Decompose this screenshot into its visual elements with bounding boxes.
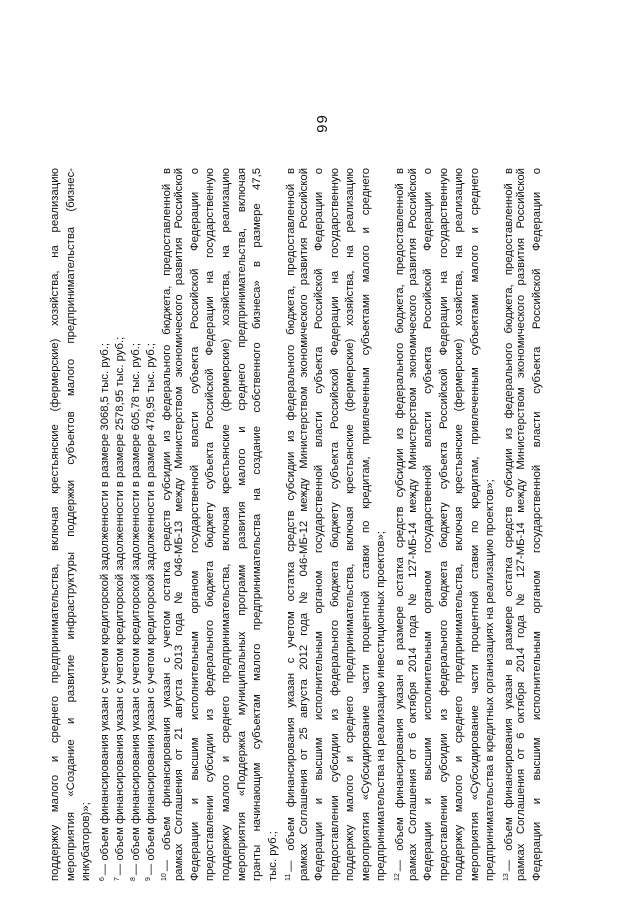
text-line xyxy=(374,168,390,881)
line-text: поддержку малого и среднего предпринимательства, включая крестьянские (фермерские) хозяйства, на реализацию xyxy=(49,168,61,881)
line-text: тыс. руб.; xyxy=(266,831,279,881)
page-number-text: 99 xyxy=(313,113,331,133)
text-line xyxy=(188,168,204,881)
text-line xyxy=(437,168,453,881)
line-text: Федерации и высшим исполнительным органом государственной власти субъекта Российской Федерации о xyxy=(313,168,326,881)
line-text: предпринимательства на реализацию инвестиционных проектов»; xyxy=(375,531,388,881)
footnote-line xyxy=(157,168,173,881)
line-text: — объем финансирования указан с учетом кредиторской задолженности в размере 478,95 тыс. руб.; xyxy=(145,343,157,876)
line-text: предоставлении субсидии из федерального бюджета бюджету субъекта Российской Федерации на государственную xyxy=(204,168,217,881)
rotated-text-block xyxy=(48,168,608,881)
text-line xyxy=(468,168,484,881)
footnote-line xyxy=(281,168,297,881)
footnote-marker: 11 xyxy=(285,873,293,881)
line-text: гранты начинающим субъектам малого предпринимательства на создание собственного бизнеса» в размере 47,5 xyxy=(251,168,264,881)
footnote-line xyxy=(141,168,157,881)
footnote-marker: 10 xyxy=(160,873,168,881)
line-text: предпринимательства в кредитных организациях на реализацию проектов»; xyxy=(484,479,497,881)
text-line xyxy=(266,168,282,881)
line-text: поддержку малого и среднего предпринимательства, включая крестьянские (фермерские) хозяйства, на реализацию xyxy=(344,168,357,881)
text-line xyxy=(48,168,64,881)
footnote-marker: 8 xyxy=(129,877,137,881)
footnote-marker: 12 xyxy=(394,873,402,881)
line-text: — объем финансирования указан с учетом остатка средств субсидии из федерального бюджета, предоставленной в xyxy=(285,168,297,872)
footnote-marker: 9 xyxy=(145,877,153,881)
text-line xyxy=(219,168,235,881)
line-text: Федерации и высшим исполнительным органом государственной власти субъекта Российской Федерации о xyxy=(530,168,543,881)
text-line xyxy=(250,168,266,881)
text-line xyxy=(79,168,95,881)
text-line xyxy=(64,168,80,881)
footnote-line xyxy=(95,168,111,881)
text-line xyxy=(359,168,375,881)
line-text: поддержку малого и среднего предпринимательства, включая крестьянские (фермерские) хозяйства, на реализацию xyxy=(453,168,466,881)
line-text: инкубаторов)»; xyxy=(80,802,93,881)
footnote-line xyxy=(390,168,406,881)
text-line xyxy=(203,168,219,881)
line-text: — объем финансирования указан с учетом остатка средств субсидии из федерального бюджета, предоставленной в xyxy=(160,168,173,872)
text-line xyxy=(235,168,251,881)
line-text: — объем финансирования указан в размере остатка средств субсидии из федерального бюджета, предоставленной в xyxy=(502,168,515,872)
text-line xyxy=(172,168,188,881)
line-text: — объем финансирования указан в размере остатка средств субсидии из федерального бюджета, предоставленной в xyxy=(394,168,406,872)
text-line xyxy=(483,168,499,881)
text-line xyxy=(530,168,546,881)
text-line xyxy=(328,168,344,881)
line-text: мероприятия «Субсидирование части процентной ставки по кредитам, привлеченным субъектами малого и среднего xyxy=(359,168,372,881)
footnote-line xyxy=(126,168,142,881)
line-text: мероприятия «Создание и развитие инфраструктуры поддержки субъектов малого предпринимательства (бизнес- xyxy=(64,168,77,881)
text-line xyxy=(514,168,530,881)
footnote-line xyxy=(110,168,126,881)
line-text: Федерации и высшим исполнительным органом государственной власти субъекта Российской Федерации о xyxy=(422,168,435,881)
footnote-marker: 7 xyxy=(114,877,122,881)
line-text: рамках Соглашения от 6 октября 2014 года № 127-МБ-14 между Министерством экономического развития Российской xyxy=(406,168,419,881)
line-text: — объем финансирования указан с учетом кредиторской задолженности в размере 605,78 тыс. руб.; xyxy=(129,343,142,876)
text-line xyxy=(312,168,328,881)
document-body xyxy=(48,168,608,881)
line-text: — объем финансирования указан с учетом кредиторской задолженности в размере 2578,95 тыс. руб.; xyxy=(114,336,126,876)
line-text: предоставлении субсидии из федерального бюджета бюджету субъекта Российской Федерации на государственную xyxy=(437,168,450,881)
page-number xyxy=(302,108,342,138)
footnote-line xyxy=(499,168,515,881)
text-line xyxy=(452,168,468,881)
line-text: Федерации и высшим исполнительным органом государственной власти субъекта Российской Федерации о xyxy=(188,168,201,881)
footnote-marker: 6 xyxy=(98,877,106,881)
line-text: рамках Соглашения от 21 августа 2013 года № 046-МБ-13 между Министерством экономического развития Российской xyxy=(173,168,186,881)
text-line xyxy=(343,168,359,881)
text-line xyxy=(406,168,422,881)
line-text: — объем финансирования указан с учетом кредиторской задолженности в размере 3068,5 тыс. руб.; xyxy=(98,343,111,876)
line-text: мероприятия «Поддержка муниципальных программ развития малого и среднего предпринимательства, включая xyxy=(235,168,248,881)
line-text: предоставлении субсидии из федерального бюджета бюджету субъекта Российской Федерации на государственную xyxy=(328,168,341,881)
line-text: рамках Соглашения от 25 августа 2012 года № 046-МБ-12 между Министерством экономического развития Российской xyxy=(297,168,310,881)
line-text: мероприятия «Субсидирование части процентной ставки по кредитам, привлеченным субъектами малого и среднего xyxy=(468,168,481,881)
text-line xyxy=(421,168,437,881)
line-text: рамках Соглашения от 6 октября 2014 года № 127-МБ-14 между Министерством экономического развития Российской xyxy=(515,168,528,881)
line-text: поддержку малого и среднего предпринимательства, включая крестьянские (фермерские) хозяйства, на реализацию xyxy=(220,168,233,881)
footnote-marker: 13 xyxy=(502,873,510,881)
text-line xyxy=(297,168,313,881)
